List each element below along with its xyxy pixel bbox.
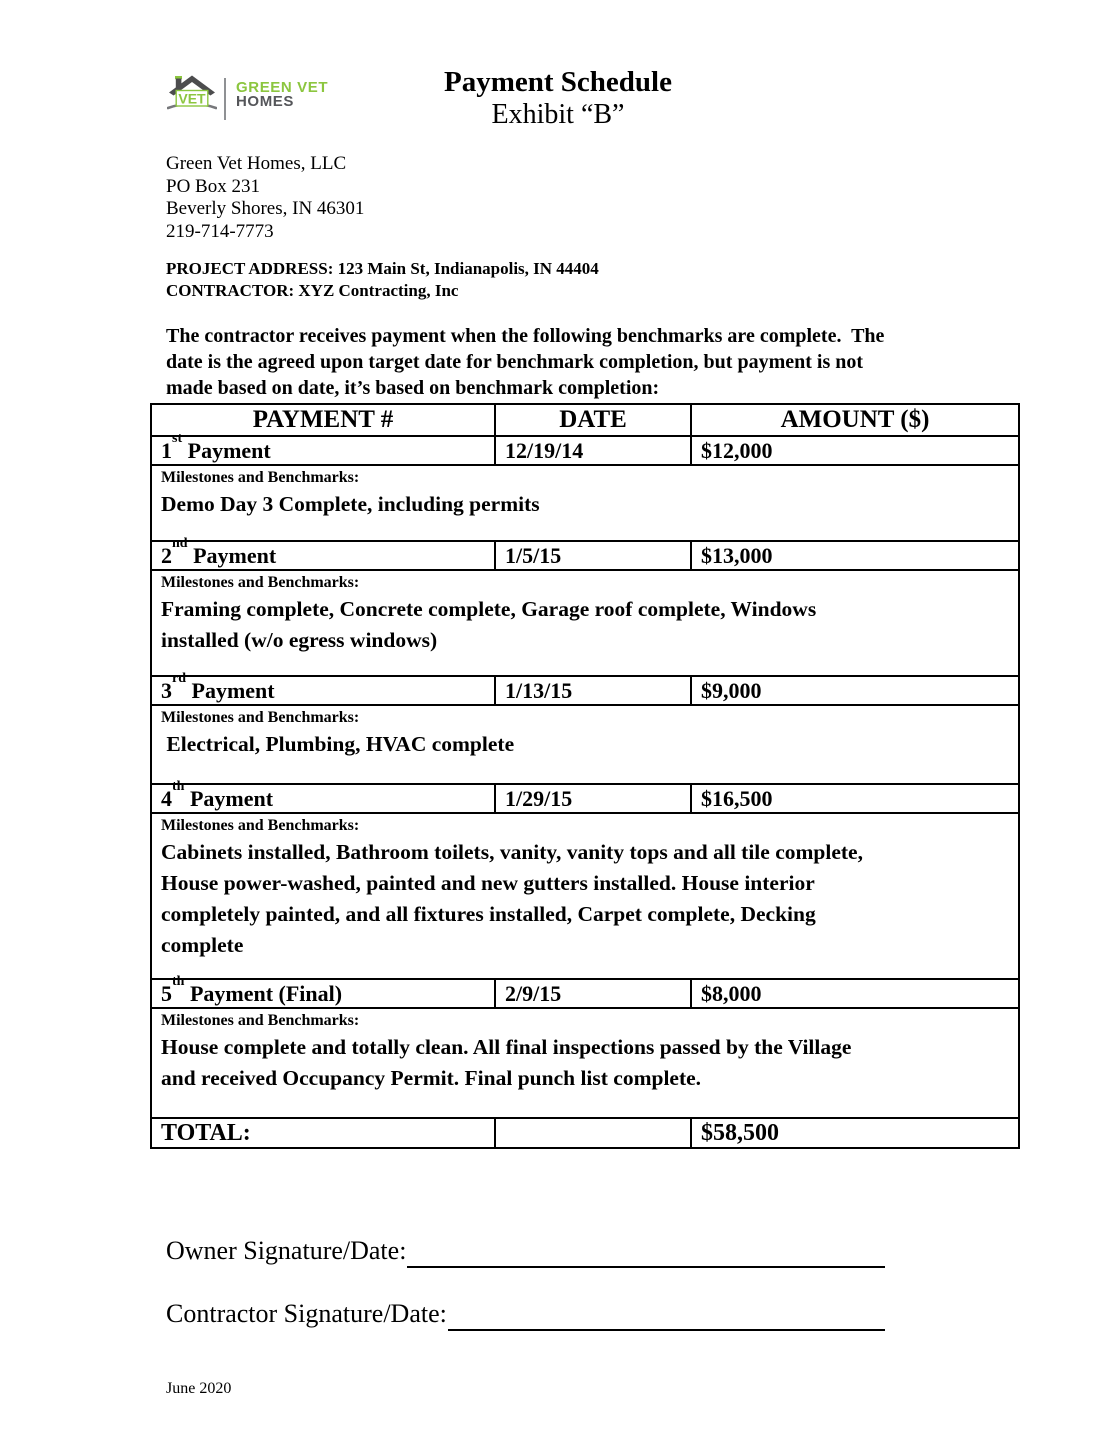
payment-word: Payment xyxy=(182,437,271,463)
contractor-line: CONTRACTOR: XYZ Contracting, Inc xyxy=(166,281,459,300)
payment-3-amount: $9,000 xyxy=(691,676,1019,705)
milestones-cell-2 xyxy=(151,570,1019,676)
total-row xyxy=(151,1118,1019,1148)
milestones-line: House complete and totally clean. All final inspections passed by the Village xyxy=(161,1035,852,1059)
intro-line-3: made based on date, it’s based on benchmark completion: xyxy=(166,377,660,399)
payment-4-label xyxy=(151,779,495,813)
contractor-signature-label: Contractor Signature/Date: xyxy=(166,1299,447,1328)
owner-signature-line xyxy=(407,1234,885,1268)
milestones-text-4 xyxy=(161,837,1014,961)
milestones-cell-5 xyxy=(151,1008,1019,1118)
payment-word: Payment xyxy=(187,542,277,568)
payment-schedule-table xyxy=(150,403,1020,1149)
payment-row-3 xyxy=(151,676,1019,705)
milestones-cell-3 xyxy=(151,705,1019,784)
document-title: Payment Schedule xyxy=(444,66,672,98)
payment-3-label xyxy=(151,671,495,705)
milestones-line: completely painted, and all fixtures installed, Carpet complete, Decking xyxy=(161,902,816,926)
ordinal-suffix: th xyxy=(172,779,185,795)
company-address-block xyxy=(166,153,364,243)
payment-5-date: 2/9/15 xyxy=(495,979,691,1008)
contractor-signature-line xyxy=(448,1297,885,1331)
milestones-text-2 xyxy=(161,594,1014,656)
document-subtitle: Exhibit “B” xyxy=(491,99,625,130)
col-header-payment: PAYMENT # xyxy=(151,404,495,436)
total-amount: $58,500 xyxy=(691,1118,1019,1148)
milestones-text-1 xyxy=(161,489,1014,520)
milestones-text-3 xyxy=(161,729,1014,760)
ordinal-suffix: th xyxy=(172,974,185,990)
total-empty-cell xyxy=(495,1118,691,1148)
milestones-row-4 xyxy=(151,813,1019,979)
total-label: TOTAL: xyxy=(151,1118,495,1148)
title-block xyxy=(18,66,1098,131)
company-city-state: Beverly Shores, IN 46301 xyxy=(166,198,365,220)
milestones-label: Milestones and Benchmarks: xyxy=(161,1012,360,1029)
payment-row-4 xyxy=(151,784,1019,813)
milestones-label: Milestones and Benchmarks: xyxy=(161,709,360,726)
milestones-label: Milestones and Benchmarks: xyxy=(161,817,360,834)
milestones-line: Framing complete, Concrete complete, Garage roof complete, Windows xyxy=(161,597,817,621)
payment-number: 1 xyxy=(161,437,172,463)
payment-1-amount: $12,000 xyxy=(691,436,1019,465)
milestones-line: Cabinets installed, Bathroom toilets, vanity, vanity tops and all tile complete, xyxy=(161,840,863,864)
milestones-row-3 xyxy=(151,705,1019,784)
table-header-row xyxy=(151,404,1019,436)
intro-line-2: date is the agreed upon target date for benchmark completion, but payment is not xyxy=(166,351,864,373)
project-info-block xyxy=(166,258,599,302)
milestones-label: Milestones and Benchmarks: xyxy=(161,574,360,591)
milestones-row-5 xyxy=(151,1008,1019,1118)
milestones-cell-1 xyxy=(151,465,1019,541)
payment-2-label xyxy=(151,536,495,570)
owner-signature-label: Owner Signature/Date: xyxy=(166,1236,407,1265)
milestones-cell-4 xyxy=(151,813,1019,979)
payment-1-label xyxy=(151,431,495,465)
contractor-signature-row xyxy=(166,1297,885,1331)
logo-vet-text: VET xyxy=(178,90,206,107)
brand-line-green: GREEN VET xyxy=(236,79,329,96)
ordinal-suffix: nd xyxy=(172,536,188,552)
milestones-line: House power-washed, painted and new gutters installed. House interior xyxy=(161,871,815,895)
brand-line-homes: HOMES xyxy=(236,93,295,110)
payment-row-5 xyxy=(151,979,1019,1008)
payment-number: 3 xyxy=(161,677,172,703)
payment-2-date: 1/5/15 xyxy=(495,541,691,570)
milestones-line: and received Occupancy Permit. Final punch list complete. xyxy=(161,1066,702,1090)
milestones-text-5 xyxy=(161,1032,1014,1094)
milestones-row-2 xyxy=(151,570,1019,676)
payment-3-date: 1/13/15 xyxy=(495,676,691,705)
payment-2-amount: $13,000 xyxy=(691,541,1019,570)
col-header-amount: AMOUNT ($) xyxy=(691,404,1019,436)
company-po-box: PO Box 231 xyxy=(166,175,260,197)
intro-line-1: The contractor receives payment when the following benchmarks are complete. The xyxy=(166,325,885,347)
payment-4-date: 1/29/15 xyxy=(495,784,691,813)
project-address-line: PROJECT ADDRESS: 123 Main St, Indianapolis, IN 44404 xyxy=(166,259,599,278)
document-date-footer: June 2020 xyxy=(166,1380,232,1397)
col-header-date: DATE xyxy=(495,404,691,436)
payment-4-amount: $16,500 xyxy=(691,784,1019,813)
milestones-line: Electrical, Plumbing, HVAC complete xyxy=(161,732,515,756)
owner-signature-row xyxy=(166,1234,885,1268)
company-phone: 219-714-7773 xyxy=(166,220,274,242)
payment-5-amount: $8,000 xyxy=(691,979,1019,1008)
milestones-line: installed (w/o egress windows) xyxy=(161,628,438,652)
company-name: Green Vet Homes, LLC xyxy=(166,153,347,174)
payment-number: 4 xyxy=(161,785,172,811)
milestones-row-1 xyxy=(151,465,1019,541)
ordinal-suffix: st xyxy=(172,431,183,447)
payment-number: 2 xyxy=(161,542,172,568)
milestones-line: Demo Day 3 Complete, including permits xyxy=(161,492,540,516)
payment-word: Payment xyxy=(184,785,274,811)
intro-paragraph xyxy=(166,323,884,401)
milestones-line: complete xyxy=(161,933,244,957)
milestones-label: Milestones and Benchmarks: xyxy=(161,469,360,486)
ordinal-suffix: rd xyxy=(172,671,186,687)
payment-row-1 xyxy=(151,436,1019,465)
payment-row-2 xyxy=(151,541,1019,570)
payment-word: Payment xyxy=(186,677,275,703)
payment-word: Payment (Final) xyxy=(184,980,343,1006)
payment-number: 5 xyxy=(161,980,172,1006)
payment-1-date: 12/19/14 xyxy=(495,436,691,465)
payment-5-label xyxy=(151,974,495,1008)
